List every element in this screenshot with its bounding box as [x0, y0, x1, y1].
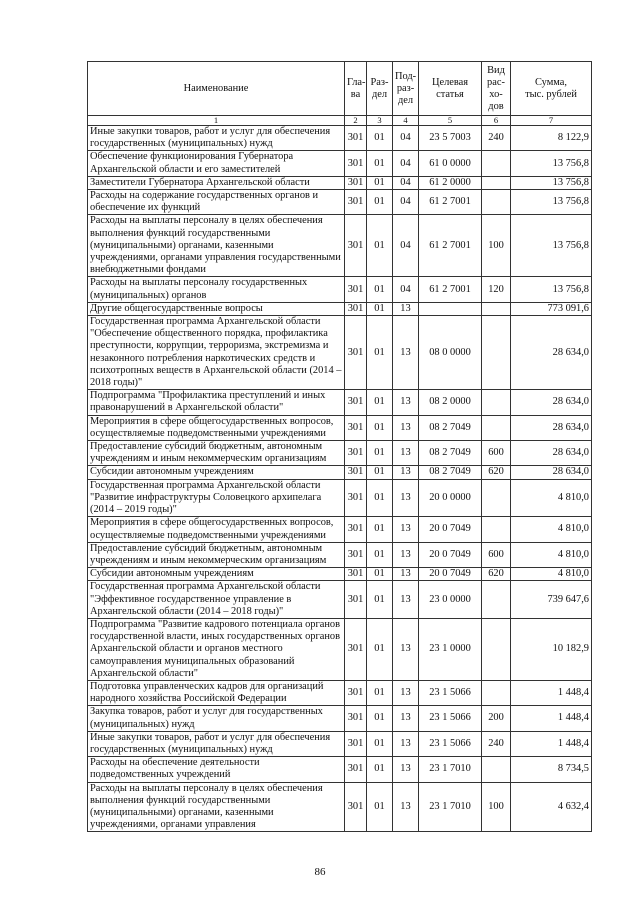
row-statya-cell: 23 5 7003: [419, 126, 482, 151]
row-statya-cell: 08 2 7049: [419, 415, 482, 440]
row-glava-cell: 301: [345, 215, 367, 277]
row-podrazdel-cell: 13: [393, 568, 419, 581]
table-row: [88, 316, 592, 390]
row-vid-cell: 600: [482, 542, 511, 567]
row-name-cell: Иные закупки товаров, работ и услуг для обеспечения государственных (муниципальных) нужд: [88, 126, 345, 151]
row-podrazdel-cell: 13: [393, 706, 419, 731]
row-glava-cell: 301: [345, 581, 367, 619]
column-index: 2: [345, 116, 367, 126]
row-podrazdel-cell: 13: [393, 466, 419, 479]
row-statya-cell: 08 2 7049: [419, 441, 482, 466]
row-vid-cell: 120: [482, 277, 511, 302]
row-glava-cell: 301: [345, 782, 367, 832]
row-podrazdel-cell: 13: [393, 757, 419, 782]
row-summa-cell: 13 756,8: [511, 151, 592, 176]
row-glava-cell: 301: [345, 680, 367, 705]
row-summa-cell: 28 634,0: [511, 466, 592, 479]
header-summa: Сумма, тыс. рублей: [511, 62, 592, 116]
table-row: [88, 479, 592, 517]
row-vid-cell: 240: [482, 126, 511, 151]
row-glava-cell: 301: [345, 390, 367, 415]
row-summa-cell: 13 756,8: [511, 190, 592, 215]
row-summa-cell: 13 756,8: [511, 176, 592, 189]
row-podrazdel-cell: 13: [393, 581, 419, 619]
row-razdel-cell: 01: [367, 706, 393, 731]
row-vid-cell: [482, 757, 511, 782]
row-summa-cell: 28 634,0: [511, 390, 592, 415]
row-name-cell: Мероприятия в сфере общегосударственных вопросов, осуществляемые подведомственными учреждениями: [88, 415, 345, 440]
row-vid-cell: [482, 390, 511, 415]
row-name-cell: Другие общегосударственные вопросы: [88, 302, 345, 315]
row-summa-cell: 28 634,0: [511, 441, 592, 466]
row-razdel-cell: 01: [367, 302, 393, 315]
row-statya-cell: 23 1 5066: [419, 731, 482, 756]
row-name-cell: Расходы на выплаты персоналу государственных (муниципальных) органов: [88, 277, 345, 302]
row-glava-cell: 301: [345, 479, 367, 517]
row-podrazdel-cell: 04: [393, 151, 419, 176]
row-razdel-cell: 01: [367, 316, 393, 390]
table-row: [88, 151, 592, 176]
table-row: [88, 706, 592, 731]
row-summa-cell: 1 448,4: [511, 706, 592, 731]
table-row: [88, 757, 592, 782]
row-razdel-cell: 01: [367, 568, 393, 581]
table-row: [88, 215, 592, 277]
row-summa-cell: 28 634,0: [511, 316, 592, 390]
row-statya-cell: 08 0 0000: [419, 316, 482, 390]
row-name-cell: Государственная программа Архангельской области "Обеспечение общественного порядка, профилактика преступности, коррупции, терроризма, экстремизма и незаконного потребления наркотических средств и психотропных веществ в Архангельской области (2014 – 2018 годы)": [88, 316, 345, 390]
row-vid-cell: 620: [482, 568, 511, 581]
row-name-cell: Заместители Губернатора Архангельской области: [88, 176, 345, 189]
row-podrazdel-cell: 04: [393, 190, 419, 215]
row-podrazdel-cell: 13: [393, 618, 419, 680]
row-razdel-cell: 01: [367, 466, 393, 479]
row-statya-cell: 23 1 5066: [419, 706, 482, 731]
row-razdel-cell: 01: [367, 151, 393, 176]
row-glava-cell: 301: [345, 568, 367, 581]
row-podrazdel-cell: 13: [393, 479, 419, 517]
row-summa-cell: 1 448,4: [511, 680, 592, 705]
row-vid-cell: 240: [482, 731, 511, 756]
column-index: 3: [367, 116, 393, 126]
row-razdel-cell: 01: [367, 479, 393, 517]
row-podrazdel-cell: 13: [393, 782, 419, 832]
row-vid-cell: [482, 517, 511, 542]
row-summa-cell: 4 810,0: [511, 542, 592, 567]
row-podrazdel-cell: 04: [393, 126, 419, 151]
row-summa-cell: 4 810,0: [511, 568, 592, 581]
table-row: [88, 190, 592, 215]
row-podrazdel-cell: 13: [393, 302, 419, 315]
row-razdel-cell: 01: [367, 390, 393, 415]
row-razdel-cell: 01: [367, 757, 393, 782]
row-name-cell: Расходы на обеспечение деятельности подведомственных учреждений: [88, 757, 345, 782]
row-statya-cell: [419, 302, 482, 315]
row-summa-cell: 739 647,6: [511, 581, 592, 619]
row-razdel-cell: 01: [367, 517, 393, 542]
row-summa-cell: 773 091,6: [511, 302, 592, 315]
table-body: [88, 126, 592, 832]
row-glava-cell: 301: [345, 302, 367, 315]
row-razdel-cell: 01: [367, 782, 393, 832]
row-summa-cell: 1 448,4: [511, 731, 592, 756]
table-row: [88, 568, 592, 581]
row-name-cell: Подпрограмма "Профилактика преступлений и иных правонарушений в Архангельской области": [88, 390, 345, 415]
row-vid-cell: [482, 581, 511, 619]
row-vid-cell: 100: [482, 215, 511, 277]
row-name-cell: Предоставление субсидий бюджетным, автономным учреждениям и иным некоммерческим организациям: [88, 441, 345, 466]
row-razdel-cell: 01: [367, 680, 393, 705]
row-statya-cell: 61 0 0000: [419, 151, 482, 176]
row-name-cell: Субсидии автономным учреждениям: [88, 466, 345, 479]
budget-table: [87, 61, 592, 832]
row-razdel-cell: 01: [367, 441, 393, 466]
row-podrazdel-cell: 13: [393, 415, 419, 440]
row-summa-cell: 4 810,0: [511, 479, 592, 517]
column-index: 5: [419, 116, 482, 126]
column-index: 1: [88, 116, 345, 126]
row-razdel-cell: 01: [367, 215, 393, 277]
table-row: [88, 390, 592, 415]
row-razdel-cell: 01: [367, 176, 393, 189]
row-vid-cell: [482, 176, 511, 189]
row-statya-cell: 23 0 0000: [419, 581, 482, 619]
row-name-cell: Государственная программа Архангельской области "Эффективное государственное управление в Архангельской области (2014 – 2018 годы)": [88, 581, 345, 619]
row-glava-cell: 301: [345, 176, 367, 189]
row-glava-cell: 301: [345, 517, 367, 542]
row-vid-cell: [482, 316, 511, 390]
row-razdel-cell: 01: [367, 731, 393, 756]
row-podrazdel-cell: 13: [393, 542, 419, 567]
row-razdel-cell: 01: [367, 126, 393, 151]
row-glava-cell: 301: [345, 151, 367, 176]
row-glava-cell: 301: [345, 415, 367, 440]
row-glava-cell: 301: [345, 466, 367, 479]
row-statya-cell: 20 0 7049: [419, 517, 482, 542]
row-razdel-cell: 01: [367, 277, 393, 302]
header-vid: Вид рас- хо- дов: [482, 62, 511, 116]
column-index: 6: [482, 116, 511, 126]
row-summa-cell: 10 182,9: [511, 618, 592, 680]
row-statya-cell: 61 2 7001: [419, 190, 482, 215]
header-podrazdel: Под- раз- дел: [393, 62, 419, 116]
column-index: 4: [393, 116, 419, 126]
row-name-cell: Подпрограмма "Развитие кадрового потенциала органов государственной власти, иных государственных органов Архангельской области и органов местного самоуправления муниципальных образований Архангельской области": [88, 618, 345, 680]
row-vid-cell: [482, 680, 511, 705]
column-index-row: [88, 116, 592, 126]
row-vid-cell: [482, 190, 511, 215]
row-vid-cell: [482, 479, 511, 517]
row-vid-cell: [482, 415, 511, 440]
row-statya-cell: 23 1 0000: [419, 618, 482, 680]
row-statya-cell: 61 2 7001: [419, 215, 482, 277]
table-row: [88, 415, 592, 440]
column-index: 7: [511, 116, 592, 126]
table-row: [88, 517, 592, 542]
header-statya: Целевая статья: [419, 62, 482, 116]
row-statya-cell: 23 1 7010: [419, 782, 482, 832]
row-glava-cell: 301: [345, 757, 367, 782]
header-glava: Гла- ва: [345, 62, 367, 116]
table-row: [88, 581, 592, 619]
table-row: [88, 302, 592, 315]
row-statya-cell: 08 2 0000: [419, 390, 482, 415]
row-name-cell: Обеспечение функционирования Губернатора Архангельской области и его заместителей: [88, 151, 345, 176]
row-summa-cell: 13 756,8: [511, 215, 592, 277]
row-summa-cell: 28 634,0: [511, 415, 592, 440]
row-name-cell: Расходы на выплаты персоналу в целях обеспечения выполнения функций государственными (муниципальными) органами, казенными учреждениями, органами управления государственными внебюджетными фондами: [88, 215, 345, 277]
row-summa-cell: 8 122,9: [511, 126, 592, 151]
row-name-cell: Мероприятия в сфере общегосударственных вопросов, осуществляемые подведомственными учреждениями: [88, 517, 345, 542]
table-row: [88, 731, 592, 756]
row-name-cell: Расходы на содержание государственных органов и обеспечение их функций: [88, 190, 345, 215]
table-row: [88, 277, 592, 302]
row-statya-cell: 23 1 7010: [419, 757, 482, 782]
table-row: [88, 542, 592, 567]
table-row: [88, 466, 592, 479]
row-razdel-cell: 01: [367, 415, 393, 440]
table-row: [88, 680, 592, 705]
row-glava-cell: 301: [345, 441, 367, 466]
row-glava-cell: 301: [345, 618, 367, 680]
header-name: Наименование: [88, 62, 345, 116]
row-summa-cell: 13 756,8: [511, 277, 592, 302]
row-vid-cell: 620: [482, 466, 511, 479]
budget-table-page: [87, 61, 591, 832]
row-vid-cell: 200: [482, 706, 511, 731]
row-podrazdel-cell: 13: [393, 441, 419, 466]
header-row: [88, 62, 592, 116]
row-glava-cell: 301: [345, 542, 367, 567]
row-name-cell: Расходы на выплаты персоналу в целях обеспечения выполнения функций государственными (муниципальными) органами, казенными учреждениями, органами управления: [88, 782, 345, 832]
row-statya-cell: 61 2 7001: [419, 277, 482, 302]
row-razdel-cell: 01: [367, 618, 393, 680]
row-name-cell: Предоставление субсидий бюджетным, автономным учреждениям и иным некоммерческим организациям: [88, 542, 345, 567]
row-statya-cell: 61 2 0000: [419, 176, 482, 189]
row-podrazdel-cell: 13: [393, 731, 419, 756]
row-statya-cell: 20 0 0000: [419, 479, 482, 517]
row-glava-cell: 301: [345, 190, 367, 215]
row-summa-cell: 4 632,4: [511, 782, 592, 832]
table-row: [88, 126, 592, 151]
row-glava-cell: 301: [345, 706, 367, 731]
row-podrazdel-cell: 13: [393, 680, 419, 705]
row-name-cell: Подготовка управленческих кадров для организаций народного хозяйства Российской Федерации: [88, 680, 345, 705]
row-podrazdel-cell: 04: [393, 277, 419, 302]
row-razdel-cell: 01: [367, 190, 393, 215]
table-row: [88, 618, 592, 680]
row-podrazdel-cell: 04: [393, 215, 419, 277]
row-vid-cell: 600: [482, 441, 511, 466]
table-row: [88, 782, 592, 832]
row-statya-cell: 20 0 7049: [419, 568, 482, 581]
table-row: [88, 176, 592, 189]
row-name-cell: Субсидии автономным учреждениям: [88, 568, 345, 581]
header-razdel: Раз- дел: [367, 62, 393, 116]
row-glava-cell: 301: [345, 731, 367, 756]
row-razdel-cell: 01: [367, 581, 393, 619]
row-name-cell: Государственная программа Архангельской области "Развитие инфраструктуры Соловецкого архипелага (2014 – 2019 годы)": [88, 479, 345, 517]
row-vid-cell: [482, 618, 511, 680]
row-vid-cell: 100: [482, 782, 511, 832]
row-summa-cell: 8 734,5: [511, 757, 592, 782]
table-row: [88, 441, 592, 466]
row-name-cell: Иные закупки товаров, работ и услуг для обеспечения государственных (муниципальных) нужд: [88, 731, 345, 756]
row-name-cell: Закупка товаров, работ и услуг для государственных (муниципальных) нужд: [88, 706, 345, 731]
row-podrazdel-cell: 13: [393, 517, 419, 542]
row-statya-cell: 08 2 7049: [419, 466, 482, 479]
row-glava-cell: 301: [345, 316, 367, 390]
row-vid-cell: [482, 302, 511, 315]
row-statya-cell: 20 0 7049: [419, 542, 482, 567]
row-statya-cell: 23 1 5066: [419, 680, 482, 705]
row-vid-cell: [482, 151, 511, 176]
page-number: 86: [314, 866, 326, 878]
row-glava-cell: 301: [345, 277, 367, 302]
row-glava-cell: 301: [345, 126, 367, 151]
row-podrazdel-cell: 13: [393, 390, 419, 415]
row-podrazdel-cell: 04: [393, 176, 419, 189]
row-podrazdel-cell: 13: [393, 316, 419, 390]
row-razdel-cell: 01: [367, 542, 393, 567]
row-summa-cell: 4 810,0: [511, 517, 592, 542]
